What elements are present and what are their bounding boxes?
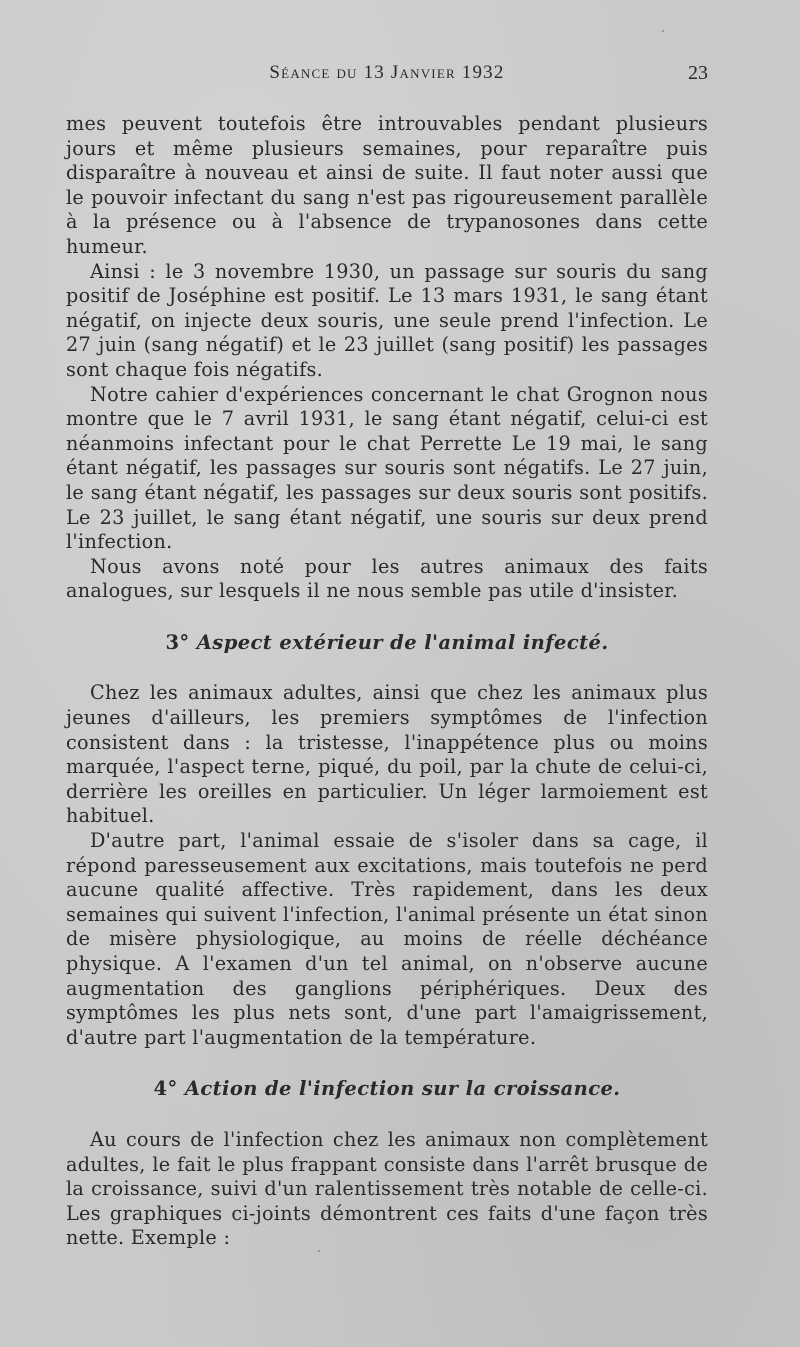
paper-speck — [77, 1218, 79, 1220]
paragraph-growth: Au cours de l'infection chez les animaux non complètement adultes, le fait le plus frappant consiste dans l'arrêt brusque de la croissance, suivi d'un ralentissement très notable de celle-ci. Les graphiques ci-joints démontrent ces faits d'une façon très nette. Exemple : — [66, 1127, 708, 1250]
section-number: 3° — [165, 630, 190, 654]
body-text — [66, 112, 708, 1251]
section-title: Action de l'infection sur la croissance. — [184, 1077, 621, 1101]
page-number: 23 — [688, 62, 708, 84]
paragraph-behaviour: D'autre part, l'animal essaie de s'isoler dans sa cage, il répond paresseusement aux excitations, mais toutefois ne perd aucune qualité affective. Très rapidement, dans les deux semaines qui suivent l'infection, l'animal présente un état sinon de misère physiologique, au moins de réelle déchéance physique. A l'examen d'un tel animal, on n'observe aucune augmentation des ganglions périphériques. Deux des symptômes les plus nets sont, d'une part l'amaigrissement, d'autre part l'augmentation de la température. — [66, 829, 708, 1049]
paragraph-continuation: mes peuvent toutefois être introuvables pendant plusieurs jours et même plusieurs semaines, pour reparaître puis disparaître à nouveau et ainsi de suite. Il faut noter aussi que le pouvoir infectant du sang n'est pas rigoureusement parallèle à la présence ou à l'absence de trypanosones dans cette humeur. — [66, 112, 708, 258]
paper-speck — [318, 1250, 320, 1252]
paper-speck — [662, 30, 664, 32]
running-title: Séance du 13 Janvier 1932 — [269, 62, 505, 83]
paragraph-grognon: Notre cahier d'expériences concernant le chat Grognon nous montre que le 7 avril 1931, le sang étant négatif, celui-ci est néanmoins infectant pour le chat Perrette Le 19 mai, le sang étant négatif, les passages sur souris sont négatifs. Le 27 juin, le sang étant négatif, les passages sur deux souris sont positifs. Le 23 juillet, le sang étant négatif, une souris sur deux prend l'infection. — [66, 382, 708, 554]
section-heading-aspect — [66, 631, 708, 656]
section-number: 4° — [153, 1077, 178, 1101]
section-title: Aspect extérieur de l'animal infecté. — [196, 630, 609, 654]
paragraph-josephine: Ainsi : le 3 novembre 1930, un passage sur souris du sang positif de Joséphine est positif. Le 13 mars 1931, le sang étant négatif, on injecte deux souris, une seule prend l'infection. Le 27 juin (sang négatif) et le 23 juillet (sang positif) les passages sont chaque fois négatifs. — [66, 259, 708, 381]
paragraph-symptoms: Chez les animaux adultes, ainsi que chez les animaux plus jeunes d'ailleurs, les premiers symptômes de l'infection consistent dans : la tristesse, l'inappétence plus ou moins marquée, l'aspect terne, piqué, du poil, par la chute de celui-ci, derrière les oreilles en particulier. Un léger larmoiement est habituel. — [66, 681, 708, 828]
paragraph-other-animals: Nous avons noté pour les autres animaux des faits analogues, sur lesquels il ne nous semble pas utile d'insister. — [66, 554, 708, 603]
section-heading-growth — [66, 1077, 708, 1102]
running-head — [66, 62, 708, 92]
paper-speck — [455, 996, 457, 998]
